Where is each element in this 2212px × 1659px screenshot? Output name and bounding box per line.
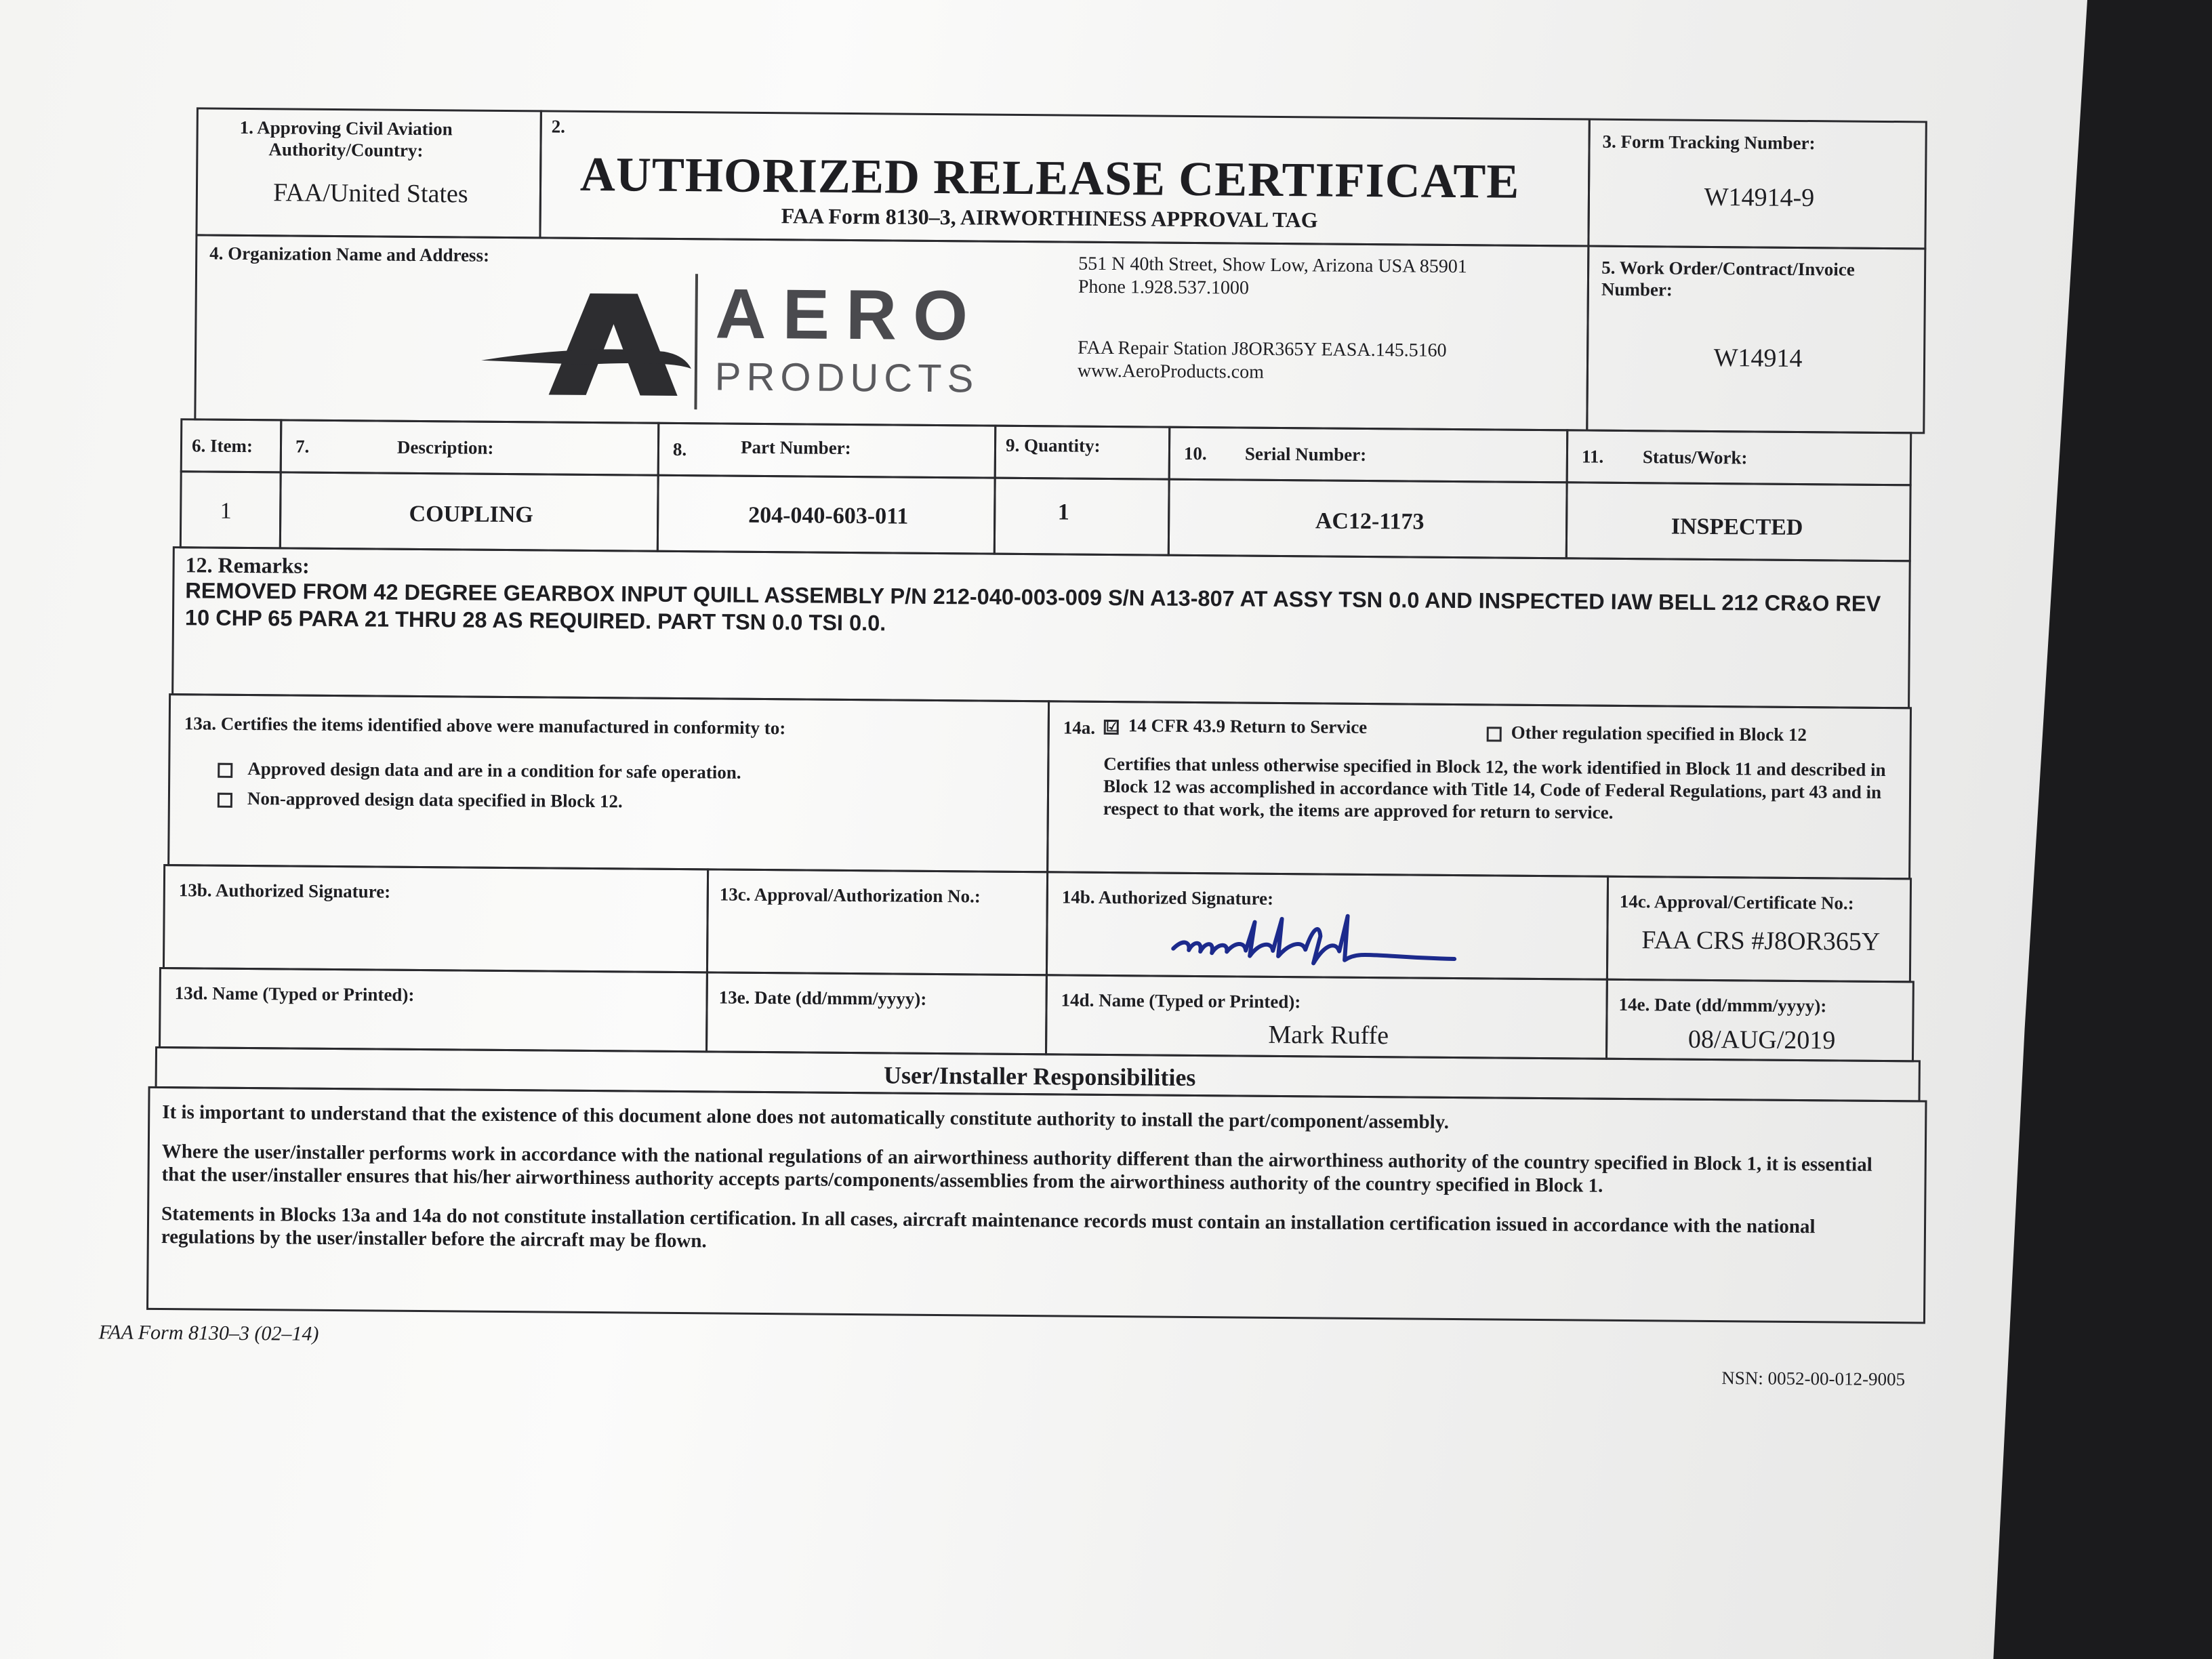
- header-serial-number-number: 10.: [1183, 443, 1207, 464]
- responsibilities-paragraph-1: It is important to understand that the existence of this document alone does not automatically constitute authority to install the part/component/assembly.: [162, 1101, 1450, 1133]
- non-approved-design-label: Non-approved design data specified in Block 12.: [247, 788, 623, 812]
- header-description-number: 7.: [295, 436, 310, 457]
- form-subtitle: FAA Form 8130–3, AIRWORTHINESS APPROVAL TAG: [781, 203, 1318, 232]
- block-14b-label: 14b. Authorized Signature:: [1061, 886, 1274, 909]
- block-14a-label: 14a.: [1063, 717, 1096, 738]
- responsibilities-title: User/Installer Responsibilities: [883, 1061, 1196, 1092]
- block-14a-option-other-regulation: [1487, 722, 1807, 745]
- block-13a-label: 13a. Certifies the items identified above were manufactured in conformity to:: [184, 713, 786, 739]
- status-work-value: INSPECTED: [1671, 514, 1803, 541]
- description-cell: [279, 471, 659, 552]
- part-number-cell: [657, 474, 996, 555]
- block-13c-label: 13c. Approval/Authorization No.:: [719, 884, 981, 907]
- block-14e: [1605, 979, 1914, 1063]
- org-address: [1078, 253, 1467, 386]
- org-repair-station: FAA Repair Station J8OR365Y EASA.145.5160: [1078, 337, 1447, 361]
- approved-design-label: Approved design data and are in a condition for safe operation.: [247, 758, 741, 783]
- block-12-remarks: [171, 546, 1911, 709]
- block-14c-label: 14c. Approval/Certificate No.:: [1619, 890, 1854, 914]
- form-identifier: FAA Form 8130–3 (02–14): [98, 1321, 319, 1345]
- handwritten-signature: [1170, 901, 1482, 979]
- nsn-number: NSN: 0052-00-012-9005: [1721, 1368, 1906, 1390]
- header-quantity-label: 9. Quantity:: [1005, 434, 1101, 456]
- block-13b-label: 13b. Authorized Signature:: [178, 880, 391, 902]
- block-14a-text: Certifies that unless otherwise specified in Block 12, the work identified in Block 11 and described in Block 12 was accomplished in accordance with Title 14, Code of Federal Regulations, part 43 and in respect to that work, the items are approved for return to service.: [1103, 753, 1886, 823]
- header-description: [280, 419, 660, 476]
- other-regulation-checkbox[interactable]: [1487, 726, 1502, 741]
- block-14d-label: 14d. Name (Typed or Printed):: [1061, 989, 1301, 1012]
- responsibilities-text: [161, 1101, 1911, 1278]
- block-5-work-order: [1586, 245, 1926, 434]
- header-part-number-number: 8.: [672, 438, 687, 460]
- part-number-value: 204-040-603-011: [748, 502, 909, 529]
- block-3-value: W14914-9: [1704, 182, 1815, 213]
- block-13c: [706, 868, 1048, 976]
- header-status-work-number: 11.: [1581, 446, 1604, 467]
- form-title: AUTHORIZED RELEASE CERTIFICATE: [579, 146, 1520, 209]
- block-14a-option-return-to-service: [1104, 715, 1368, 738]
- block-13a-option-non-approved: [218, 788, 623, 813]
- header-serial-number: [1168, 426, 1569, 484]
- org-address-line: 551 N 40th Street, Show Low, Arizona USA 85901: [1078, 253, 1467, 278]
- block-14c-value: FAA CRS #J8OR365Y: [1641, 926, 1881, 956]
- header-status-work-label: Status/Work:: [1642, 447, 1748, 468]
- authorized-release-certificate-form: [98, 102, 1925, 1390]
- return-to-service-label: 14 CFR 43.9 Return to Service: [1128, 715, 1368, 737]
- item-number-cell: [180, 470, 282, 549]
- block-13e-label: 13e. Date (dd/mmm/yyyy):: [718, 987, 927, 1009]
- block-14c: [1606, 876, 1912, 983]
- quantity-value: 1: [1057, 499, 1069, 525]
- description-value: COUPLING: [409, 501, 533, 528]
- header-part-number: [657, 422, 997, 479]
- block-14e-label: 14e. Date (dd/mmm/yyyy):: [1618, 994, 1827, 1017]
- block-14d-value: Mark Ruffe: [1268, 1020, 1389, 1050]
- item-number: 1: [220, 498, 232, 524]
- return-to-service-checkbox[interactable]: ☑: [1104, 720, 1119, 735]
- block-13d: [159, 967, 708, 1052]
- approved-design-checkbox[interactable]: [218, 762, 232, 777]
- header-part-number-label: Part Number:: [740, 436, 851, 458]
- block-2-title: [539, 110, 1590, 247]
- block-13e: [705, 971, 1048, 1055]
- other-regulation-label: Other regulation specified in Block 12: [1511, 722, 1807, 745]
- block-13a-option-approved: [218, 758, 741, 783]
- logo-products-text: PRODUCTS: [714, 354, 979, 401]
- serial-number-cell: [1168, 478, 1568, 560]
- responsibilities-paragraph-2: Where the user/installer performs work in accordance with the national regulations of an airworthiness authority different than the airworthiness authority of the country specified in Block 1, it is essential that the user/installer ensures that his/her airworthiness authority accepts parts/components/assemblies from the airworthiness authority of the country specified in Block 1.: [161, 1141, 1872, 1197]
- block-2-label: 2.: [551, 116, 566, 137]
- header-item: [180, 418, 283, 473]
- block-14d: [1045, 974, 1608, 1060]
- block-14a: [1046, 700, 1912, 880]
- org-phone: Phone 1.928.537.1000: [1078, 276, 1250, 299]
- org-website: www.AeroProducts.com: [1077, 360, 1265, 383]
- block-12-label: 12. Remarks:: [185, 552, 310, 578]
- header-description-label: Description:: [396, 436, 494, 458]
- block-13a: [167, 693, 1050, 873]
- block-1-approving-authority: [195, 107, 541, 239]
- block-3-label: 3. Form Tracking Number:: [1602, 131, 1816, 154]
- quantity-cell: [994, 477, 1170, 556]
- remarks-text: REMOVED FROM 42 DEGREE GEARBOX INPUT QUILL ASSEMBLY P/N 212-040-003-009 S/N A13-807 AT ASSY TSN 0.0 AND INSPECTED IAW BELL 212 CR&O REV 10 CHP 65 PARA 21 THRU 28 AS REQUIRED. PART TSN 0.0 TSI 0.0.: [184, 578, 1881, 636]
- block-13d-label: 13d. Name (Typed or Printed):: [174, 983, 415, 1005]
- block-13b: [163, 864, 709, 973]
- header-status-work: [1566, 429, 1912, 486]
- block-4-organization: [194, 234, 1589, 431]
- header-quantity: [994, 425, 1171, 480]
- aero-a-icon: [481, 279, 705, 403]
- block-1-label: 1. Approving Civil Aviation Authority/Country:: [239, 117, 453, 161]
- non-approved-design-checkbox[interactable]: [218, 792, 232, 807]
- block-14b: [1046, 871, 1609, 981]
- user-installer-responsibilities-body: [146, 1086, 1927, 1324]
- block-1-value: FAA/United States: [273, 178, 468, 209]
- block-4-label: 4. Organization Name and Address:: [209, 243, 490, 266]
- logo-aero-text: AERO: [715, 274, 985, 356]
- block-14e-value: 08/AUG/2019: [1687, 1025, 1836, 1055]
- status-work-cell: [1565, 481, 1912, 562]
- block-5-value: W14914: [1713, 343, 1803, 373]
- aero-products-logo: [480, 266, 1024, 412]
- block-3-form-tracking: [1587, 119, 1927, 250]
- header-serial-number-label: Serial Number:: [1244, 443, 1367, 465]
- responsibilities-paragraph-3: Statements in Blocks 13a and 14a do not constitute installation certification. In all cases, aircraft maintenance records must contain an installation certification issued in accordance with the national regulations by the user/installer before the aircraft may be flown.: [161, 1203, 1816, 1252]
- serial-number-value: AC12-1173: [1315, 508, 1425, 535]
- block-5-label: 5. Work Order/Contract/Invoice Number:: [1601, 257, 1855, 300]
- header-item-label: 6. Item:: [191, 435, 253, 457]
